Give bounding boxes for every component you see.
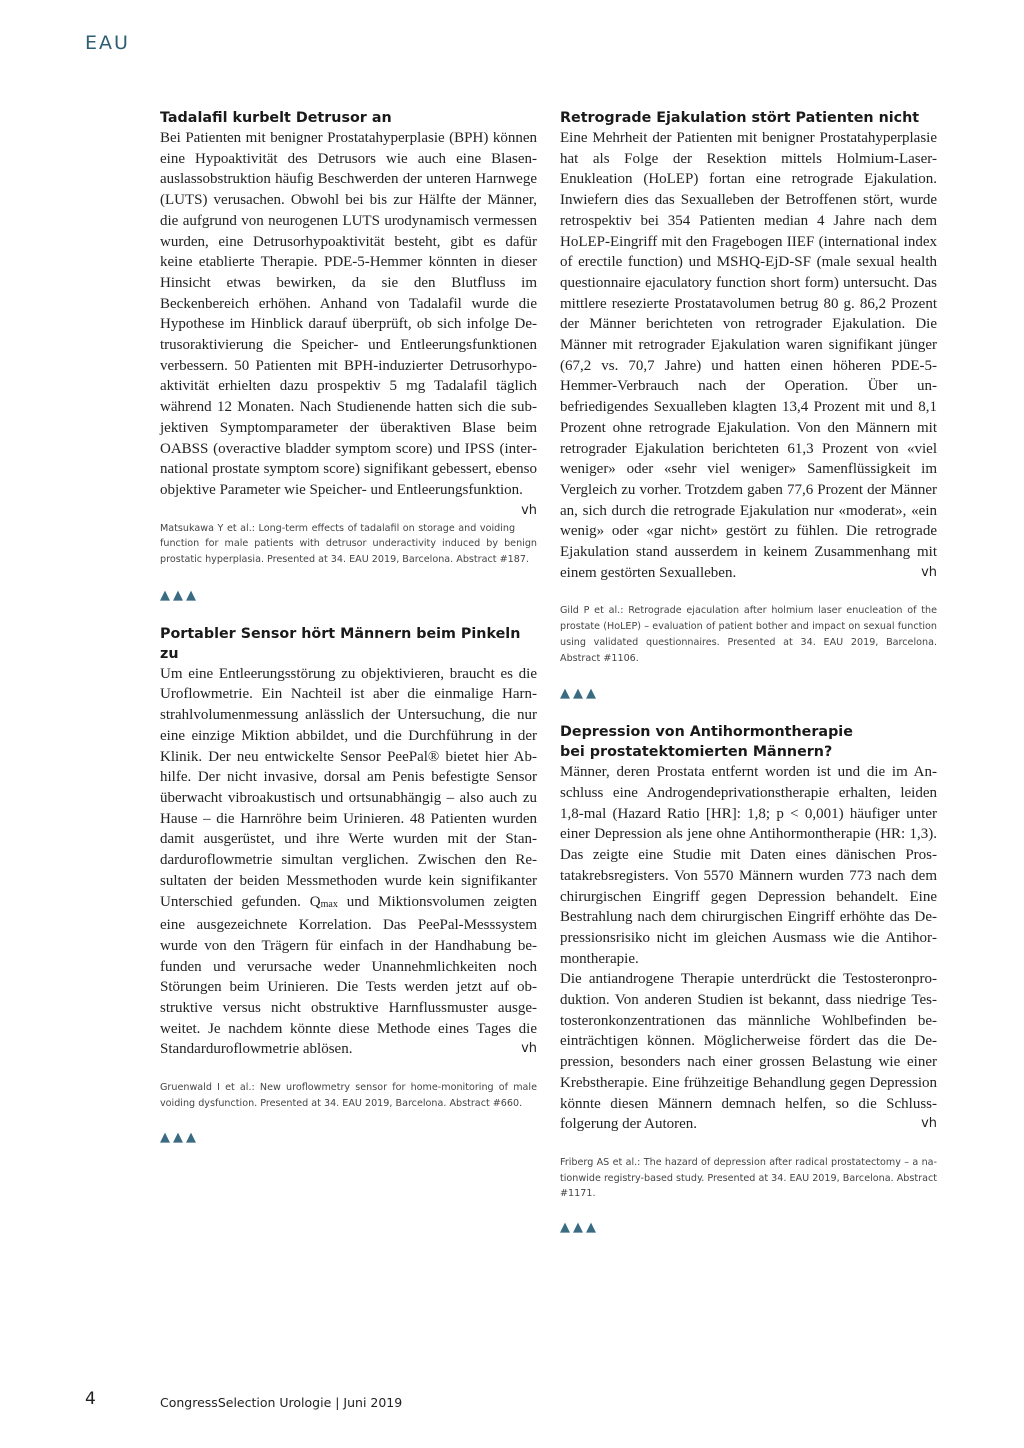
article-sensor xyxy=(160,624,537,1112)
article-title: Portabler Sensor hört Männern beim Pinkeln zu xyxy=(160,625,521,662)
article-depression xyxy=(560,722,937,1202)
article-body: Die antiandrogene Therapie unterdrückt die Testosteronproduktion. Von anderen Studien ist bekannt, dass niedrige Testosteronkonzentrationen das männliche Wohlbefinden beeinträchtigen können. Möglicherweise fördert das die Depression, besonders nach einer grossen Belastung wie einer Krebstherapie. Eine frühzeitige Behandlung gegen Depression könnte diesen Männern demnach helfen, so die Schlussfolgerung der Autoren. vh xyxy=(560,969,937,1135)
article-body: Eine Mehrheit der Patienten mit benigner Prostatahyperplasie hat als Folge der Resektion mittels Holmium-Laser-Enukleation (HoLEP) fortan eine retrograde Ejakulation. Inwiefern dies das Sexualleben der Betroffenen stört, wurde retrospektiv bei 354 Patienten median 4 Jahre nach dem HoLEP-Eingriff mit den Fragebogen IIEF (international index of erectile function) und MSHQ-EjD-SF (male sexual health questionnaire ejaculatory function short form) untersucht. Das mittlere resezierte Prostatavolumen betrug 80 g. 86,2 Prozent der Männer berichteten von retrograder Ejakulation. Die Männer mit retrograder Ejakulation waren signifikant jünger (67,2 vs. 70,7 Jahre) und hatten einen höheren PDE-5-Hemmer-Verbrauch nach der Operation. Über unbefriedigendes Sexualleben klagten 13,4 Prozent mit und 8,1 Prozent ohne retrograde Ejakulation. Von den Männern mit retrograder Ejakulation berichteten 61,3 Prozent von «viel weniger» oder «sehr viel weniger» Samenflüssigkeit im Vergleich zu vorher. Trotzdem gaben 77,6 Prozent der Männer an, sich durch die retrograde Ejakulation nur «moderat», «ein wenig» oder «gar nicht» gestört zu fühlen. Die retrograde Ejakulation stand ausserdem in keinem Zusammenhang mit einem gestörten Sexualleben. vh xyxy=(560,128,937,583)
article-body: Um eine Entleerungsstörung zu objektivieren, braucht es die Uroflowmetrie. Ein Nachteil ist aber die einmalige Harnstrahlvolumenmessung anlässlich der Untersuchung, die nur eine einzige Miktion abbildet, und die Durchführung in der Klinik. Der neu entwickelte Sensor PeePal® bietet hier Abhilfe. Der nicht invasive, dorsal am Penis befestigte Sensor überwacht vibroakustisch und ortsunabhängig – also auch zu Hause – die Harnröhre beim Urinieren. 48 Patienten wurden damit ausgerüstet, und ihre Werte wurden mit der Standarduroflowmetrie simultan verglichen. Zwischen den Resultaten der beiden Messmethoden wurde kein signifikanter Unterschied gefunden. $Q_{max}$ und Miktionsvolumen zeigten eine ausgezeichnete Korrelation. Das PeePal-Messsystem wurde von den Trägern für einfach in der Handhabung befunden und verursache weder Unannehmlichkeiten noch Störungen beim Urinieren. Die Tests werden jetzt auf obstruktive versus nicht obstruktive Harnflussmuster ausgeweitet. Je nachdem könnte diese Methode eines Tages die Standarduroflowmetrie ablösen. vh xyxy=(160,664,537,1060)
author-initials: vh xyxy=(521,502,537,518)
author-initials: vh xyxy=(521,1041,537,1057)
article-reference: Gruenwald I et al.: New uroflowmetry sensor for home-monitoring of male voiding dysfunction. Presented at 34. EAU 2019, Barcelona. Abstract #660. xyxy=(160,1082,537,1109)
article-retrograde xyxy=(560,108,937,666)
article-tadalafil xyxy=(160,108,537,568)
article-reference: Matsukawa Y et al.: Long-term effects of tadalafil on storage and voiding function for male patients with detrusor underactivity induced by benign prostatic hyperplasia. Presented at 34. EAU 2019, Barcelona. Abstract #187. xyxy=(160,522,537,566)
separator-triangles: ▲▲▲ xyxy=(160,587,199,603)
article-reference: Gild P et al.: Retrograde ejaculation after holmium laser enucleation of the prostate (HoLEP) – evaluation of patient bother and impact on sexual function using validated questionnaires. Presented at 34. EAU 2019, Barcelona. Abstract #1106. xyxy=(560,605,937,664)
author-initials: vh xyxy=(921,1116,937,1132)
article-title: Tadalafil kurbelt Detrusor an xyxy=(160,110,392,126)
article-title: Retrograde Ejakulation stört Patienten nicht xyxy=(560,110,920,126)
article-reference: Friberg AS et al.: The hazard of depression after radical prostatectomy – a nationwide registry-based study. Presented at 34. EAU 2019, Barcelona. Abstract #1171. xyxy=(560,1156,937,1200)
author-initials: vh xyxy=(921,564,937,580)
separator-triangles: ▲▲▲ xyxy=(160,1129,199,1145)
separator-triangles: ▲▲▲ xyxy=(560,686,599,702)
section-tag: EAU xyxy=(85,32,130,54)
left-column xyxy=(160,108,537,1146)
article-body: Männer, deren Prostata entfernt worden ist und die im Anschluss eine Androgendeprivationstherapie erhalten, leiden 1,8-mal (Hazard Ratio [HR]: 1,8; p < 0,001) häufiger unter einer Depression als jene ohne Antihormontherapie (HR: 1,3). Das zeigte eine Studie mit Daten eines dänischen Prostatakrebsregisters. Von 5570 Männern wurden 773 nach dem chirurgischen Eingriff gegen Depression behandelt. Eine Bestrahlung nach dem chirurgischen Eingriff erhöhte das Depressionsrisiko nicht im gleichen Ausmass wie die Antihormontherapie. xyxy=(560,764,937,967)
article-body: Bei Patienten mit benigner Prostatahyperplasie (BPH) können eine Hypoaktivität des Detrusors wie auch eine Blasenauslassobstruktion häufig Beschwerden der unteren Harnwege (LUTS) verusachen. Obwohl bei bis zur Hälfte der Männer, die aufgrund von neurogenen LUTS urodynamisch vermessen wurden, eine Detrusorhypoaktivität besteht, gibt es dafür keine etablierte Therapie. PDE-5-Hemmer könnten in dieser Hinsicht etwas bewirken, da sie den Blutfluss im Beckenbereich erhöhen. Anhand von Tadalafil wurde die Hypothese im Hinblick darauf überprüft, ob sich infolge Detrusoraktivierung die Speicher- und Entleerungsfunktionen verbessern. 50 Patienten mit BPH-induzierter Detrusorhypoaktivität erhielten dazu prospektiv 5 mg Tadalafil täglich während 12 Monaten. Nach Studienende hatten sich die subjektiven Symptomparameter der überaktiven Blase beim OABSS (overactive bladder symptom score) und IPSS (international prostate symptom score) signifikant gebessert, ebenso objektive Parameter wie Speicher- und Entleerungsfunktion. vh xyxy=(160,128,537,501)
article-title: Depression von Antihormontherapie bei prostatektomierten Männern? xyxy=(560,724,853,761)
right-column xyxy=(560,108,937,1236)
page-number: 4 xyxy=(85,1389,96,1409)
separator-triangles: ▲▲▲ xyxy=(560,1220,599,1236)
publication-footer: CongressSelection Urologie | Juni 2019 xyxy=(160,1395,403,1410)
